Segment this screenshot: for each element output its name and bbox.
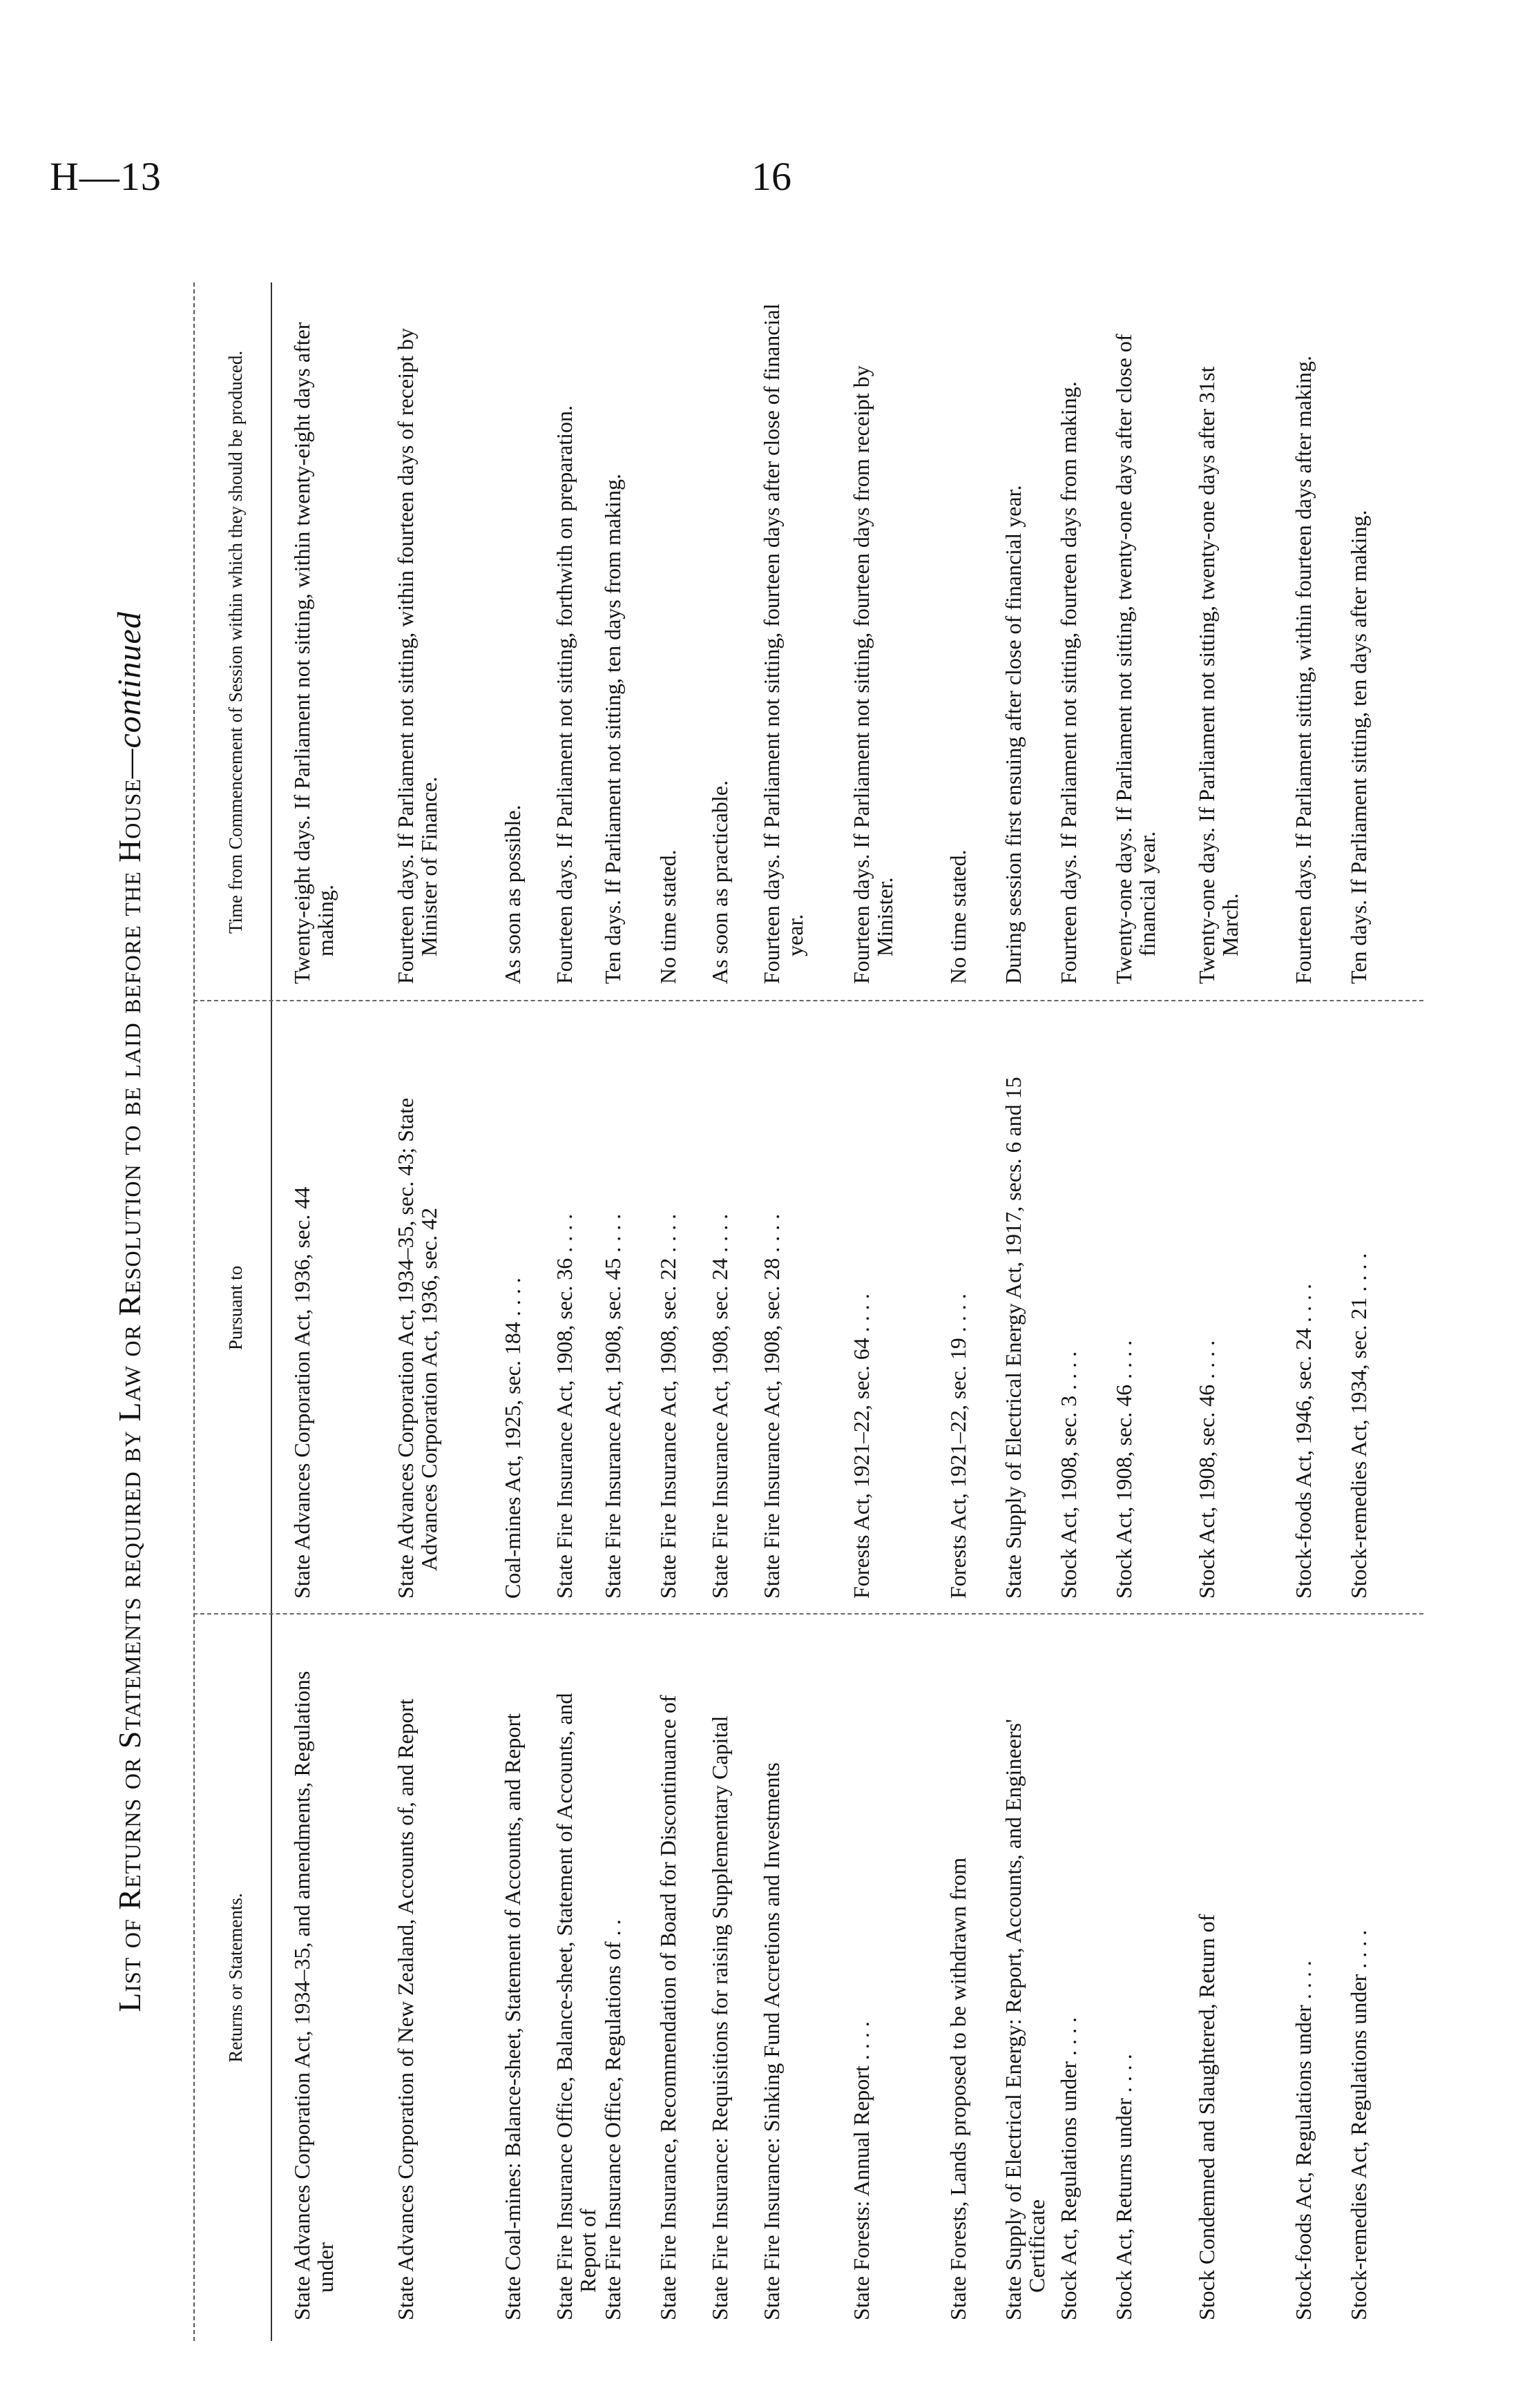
row-0-time: [290, 300, 337, 984]
row-2-time: [501, 300, 524, 984]
row-8-time-text: Fourteen days. If Parliament not sitting, fourteen days from receipt by Minister.: [849, 365, 897, 984]
row-1-returns-text: State Advances Corporation of New Zealand, Accounts of, and Report: [393, 1698, 418, 2320]
row-2-returns-text: State Coal-mines: Balance-sheet, Statement of Accounts, and Report: [500, 1713, 525, 2320]
row-0-returns-text: State Advances Corporation Act, 1934–35, and amendments, Regulations under: [289, 1670, 338, 2320]
row-8-time: [849, 300, 896, 984]
row-5-returns: [656, 1630, 680, 2320]
row-12-returns: [1112, 1630, 1135, 2320]
row-5-pursuant: [656, 1012, 680, 1599]
row-15-pursuant-text: Stock-remedies Act, 1934, sec. 21 . . . .: [1346, 1253, 1371, 1599]
row-15-time: [1347, 300, 1370, 984]
row-14-pursuant-text: Stock-foods Act, 1946, sec. 24 . . . .: [1291, 1284, 1316, 1599]
row-3-time: [553, 300, 576, 984]
row-2-time-text: As soon as possible.: [500, 805, 525, 984]
row-1-time-text: Fourteen days. If Parliament not sitting, within fourteen days of receipt by Minister of Finance.: [393, 328, 441, 984]
row-10-returns-text: State Supply of Electrical Energy: Report, Accounts, and Engineers' Certificate: [1001, 1719, 1049, 2320]
table-title: [111, 282, 148, 2341]
row-10-returns: [1001, 1630, 1048, 2320]
row-8-returns: [849, 1630, 873, 2320]
row-9-time-text: No time stated.: [945, 849, 970, 984]
row-3-returns: [553, 1630, 599, 2320]
row-13-pursuant: [1195, 1012, 1218, 1599]
row-4-returns: [601, 1630, 624, 2320]
row-11-time-text: Fourteen days. If Parliament not sitting, fourteen days from making.: [1056, 381, 1081, 984]
row-4-returns-text: State Fire Insurance Office, Regulations of . .: [600, 1919, 625, 2320]
row-5-time: [656, 300, 680, 984]
row-4-time: [601, 300, 624, 984]
row-6-pursuant: [708, 1012, 731, 1599]
row-11-pursuant-text: Stock Act, 1908, sec. 3 . . . .: [1056, 1351, 1081, 1599]
row-12-returns-text: Stock Act, Returns under . . . .: [1111, 2054, 1136, 2320]
row-12-pursuant: [1112, 1012, 1135, 1599]
row-3-time-text: Fourteen days. If Parliament not sitting, forthwith on preparation.: [552, 405, 577, 984]
row-6-returns-text: State Fire Insurance: Requisitions for raising Supplementary Capital: [707, 1715, 732, 2320]
rotated-table: [104, 282, 1423, 2341]
row-15-returns: [1347, 1630, 1370, 2320]
title-caps: List of Returns or Statements required by Law or Resolution to be laid before the House: [112, 778, 147, 2012]
row-7-time: [760, 300, 807, 984]
row-14-time: [1291, 300, 1315, 984]
row-0-pursuant: [290, 1012, 314, 1599]
row-7-pursuant: [760, 1012, 783, 1599]
row-14-returns: [1291, 1630, 1315, 2320]
row-3-pursuant-text: State Fire Insurance Act, 1908, sec. 36 . . . .: [552, 1213, 577, 1599]
row-10-time: [1001, 300, 1025, 984]
row-15-time-text: Ten days. If Parliament sitting, ten days after making.: [1346, 510, 1371, 984]
row-6-time: [708, 300, 731, 984]
row-14-pursuant: [1291, 1012, 1315, 1599]
row-1-time: [394, 300, 441, 984]
row-5-returns-text: State Fire Insurance, Recommendation of Board for Discontinuance of: [655, 1695, 680, 2320]
row-13-time-text: Twenty-one days. If Parliament not sitting, twenty-one days after 31st March.: [1194, 366, 1242, 984]
row-0-time-text: Twenty-eight days. If Parliament not sitting, within twenty-eight days after making.: [289, 322, 338, 984]
row-3-pursuant: [553, 1012, 576, 1599]
row-7-pursuant-text: State Fire Insurance Act, 1908, sec. 28 . . . .: [759, 1213, 784, 1599]
row-9-pursuant: [946, 1012, 970, 1599]
row-11-returns-text: Stock Act, Regulations under . . . .: [1056, 2016, 1081, 2320]
column-divider-1: [193, 1613, 1423, 1615]
row-14-returns-text: Stock-foods Act, Regulations under . . . .: [1291, 1961, 1316, 2320]
header-rule: [271, 282, 272, 2341]
row-10-pursuant-text: State Supply of Electrical Energy Act, 1917, secs. 6 and 15: [1001, 1077, 1026, 1599]
row-10-pursuant: [1001, 1012, 1025, 1599]
column-header-returns: Returns or Statements.: [225, 1893, 246, 2063]
row-7-time-text: Fourteen days. If Parliament not sitting, fourteen days after close of financial year.: [759, 303, 807, 984]
header-code: H—13: [50, 154, 162, 199]
row-1-pursuant-text: State Advances Corporation Act, 1934–35, sec. 43; State Advances Corporation Act, 1936, sec. 42: [393, 1097, 441, 1599]
title-continued: —continued: [111, 611, 148, 779]
row-11-time: [1057, 300, 1080, 984]
row-2-returns: [501, 1630, 524, 2320]
row-13-pursuant-text: Stock Act, 1908, sec. 46 . . . .: [1194, 1340, 1219, 1599]
top-rule: [193, 282, 195, 2341]
row-9-returns: [946, 1630, 970, 2320]
row-1-returns: [394, 1630, 417, 2320]
column-header-time: Time from Commencement of Session within which they should be produced.: [225, 350, 246, 934]
row-1-pursuant: [394, 1012, 441, 1599]
row-2-pursuant-text: Coal-mines Act, 1925, sec. 184 . . . .: [500, 1278, 525, 1599]
row-9-pursuant-text: Forests Act, 1921–22, sec. 19 . . . .: [945, 1293, 970, 1599]
row-8-pursuant: [849, 1012, 873, 1599]
row-3-returns-text: State Fire Insurance Office, Balance-sheet, Statement of Accounts, and Report of: [552, 1693, 600, 2320]
row-12-time-text: Twenty-one days. If Parliament not sitting, twenty-one days after close of financial year.: [1111, 334, 1160, 984]
row-11-pursuant: [1057, 1012, 1080, 1599]
row-13-time: [1195, 300, 1242, 984]
row-6-returns: [708, 1630, 731, 2320]
row-9-returns-text: State Forests, Lands proposed to be withdrawn from: [945, 1857, 970, 2320]
column-divider-2: [193, 1000, 1423, 1001]
row-5-pursuant-text: State Fire Insurance Act, 1908, sec. 22 . . . .: [655, 1213, 680, 1599]
row-8-pursuant-text: Forests Act, 1921–22, sec. 64 . . . .: [849, 1293, 874, 1599]
row-4-pursuant: [601, 1012, 624, 1599]
column-header-pursuant: Pursuant to: [225, 1265, 246, 1351]
row-0-pursuant-text: State Advances Corporation Act, 1936, sec. 44: [289, 1186, 314, 1599]
row-13-returns: [1195, 1630, 1218, 2320]
page-number: 16: [751, 154, 791, 199]
row-13-returns-text: Stock Condemned and Slaughtered, Return of: [1194, 1914, 1219, 2320]
row-12-time: [1112, 300, 1159, 984]
row-2-pursuant: [501, 1012, 524, 1599]
row-14-time-text: Fourteen days. If Parliament sitting, within fourteen days after making.: [1291, 356, 1316, 984]
row-7-returns: [760, 1630, 783, 2320]
row-8-returns-text: State Forests: Annual Report . . . .: [849, 2021, 874, 2320]
row-0-returns: [290, 1630, 337, 2320]
row-9-time: [946, 300, 970, 984]
row-11-returns: [1057, 1630, 1080, 2320]
row-4-time-text: Ten days. If Parliament not sitting, ten days from making.: [600, 474, 625, 984]
row-15-pursuant: [1347, 1012, 1370, 1599]
row-5-time-text: No time stated.: [655, 849, 680, 984]
row-7-returns-text: State Fire Insurance: Sinking Fund Accretions and Investments: [759, 1762, 784, 2320]
row-6-pursuant-text: State Fire Insurance Act, 1908, sec. 24 . . . .: [707, 1213, 732, 1599]
row-12-pursuant-text: Stock Act, 1908, sec. 46 . . . .: [1111, 1340, 1136, 1599]
row-15-returns-text: Stock-remedies Act, Regulations under . . . .: [1346, 1929, 1371, 2320]
row-10-time-text: During session first ensuing after close of financial year.: [1001, 485, 1026, 984]
row-4-pursuant-text: State Fire Insurance Act, 1908, sec. 45 . . . .: [600, 1213, 625, 1599]
row-6-time-text: As soon as practicable.: [707, 780, 732, 984]
